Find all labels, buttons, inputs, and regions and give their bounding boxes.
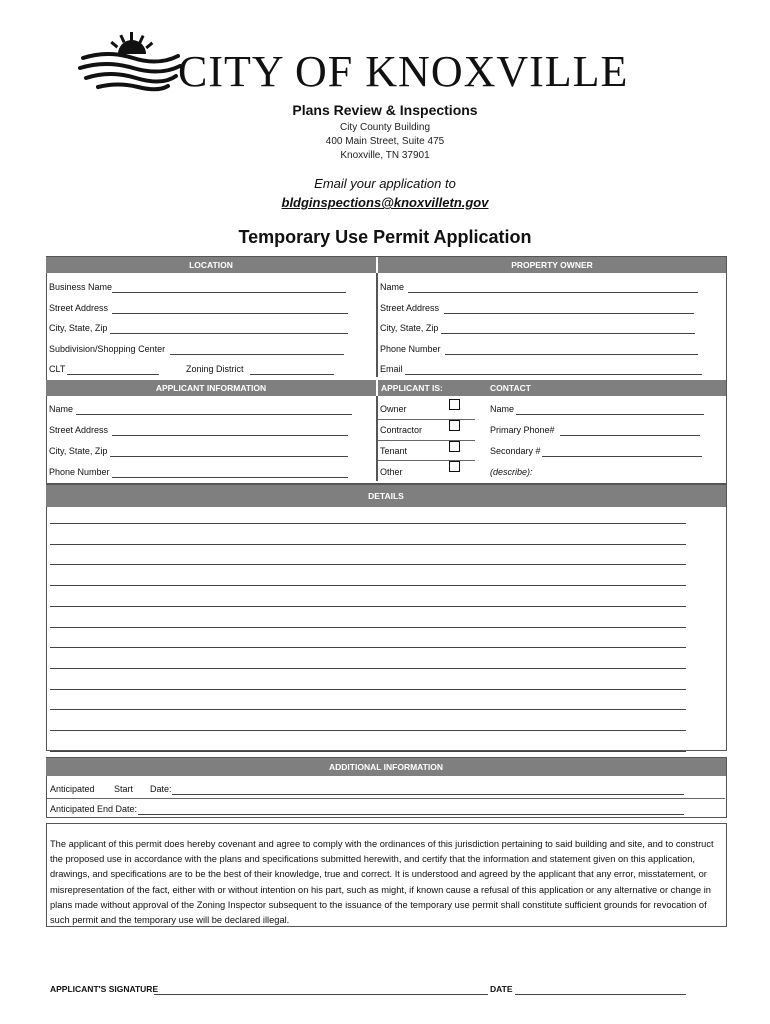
- applicant-is-heading: APPLICANT IS:: [378, 380, 484, 396]
- start-date-field[interactable]: [172, 794, 684, 795]
- details-line[interactable]: [50, 627, 686, 628]
- contractor-checkbox[interactable]: [449, 420, 460, 431]
- owner-email-field[interactable]: [405, 374, 702, 375]
- details-line[interactable]: [50, 751, 686, 752]
- clt-field[interactable]: [67, 374, 159, 375]
- secondary-phone-label: Secondary #: [490, 446, 541, 456]
- details-heading: DETAILS: [46, 485, 726, 507]
- details-line[interactable]: [50, 709, 686, 710]
- owner-city-label: City, State, Zip: [380, 323, 439, 333]
- owner-email-label: Email: [380, 364, 403, 374]
- owner-name-label: Name: [380, 282, 405, 292]
- additional-heading: ADDITIONAL INFORMATION: [46, 758, 726, 776]
- option-sep-1: [378, 419, 475, 420]
- location-street-label: Street Address: [49, 303, 109, 313]
- date-label: DATE: [490, 984, 513, 994]
- applicant-phone-field[interactable]: [112, 477, 348, 478]
- option-other-label: Other: [380, 467, 403, 477]
- address-line-3: Knoxville, TN 37901: [340, 150, 430, 161]
- applicant-name-label: Name: [49, 404, 74, 414]
- owner-phone-field[interactable]: [445, 354, 698, 355]
- primary-phone-field[interactable]: [560, 435, 700, 436]
- zoning-label: Zoning District: [186, 364, 244, 374]
- owner-phone-label: Phone Number: [380, 344, 441, 354]
- location-city-label: City, State, Zip: [49, 323, 108, 333]
- business-name-field[interactable]: [112, 292, 346, 293]
- subdivision-field[interactable]: [170, 354, 344, 355]
- owner-street-field[interactable]: [444, 313, 694, 314]
- applicant-info-heading: APPLICANT INFORMATION: [46, 380, 376, 396]
- start-date-label: Date:: [150, 784, 172, 794]
- option-tenant-label: Tenant: [380, 446, 408, 456]
- signature-date-field[interactable]: [515, 994, 686, 995]
- describe-label: (describe):: [490, 467, 533, 477]
- applicant-city-field[interactable]: [110, 456, 348, 457]
- owner-street-label: Street Address: [380, 303, 440, 313]
- owner-name-field[interactable]: [408, 292, 698, 293]
- applicant-street-label: Street Address: [49, 425, 109, 435]
- location-city-field[interactable]: [110, 333, 348, 334]
- covenant-text: The applicant of this permit does hereby covenant and agree to comply with the ordinances of this jurisdiction pertaining to said building and site, and to construct the proposed use in accordance with the plans and specifications submitted herewith, and certify that the information and statement given on this application, drawings, and specifications are to be the best of their knowledge, true and correct. It is understood and agreed by the applicant that any error, misstatement, or misrepresentation of the fact, either with or without intention on his part, such as might, if known cause a refusal of this application or any alternative or change in plans made without approval of the Zoning Inspector subsequent to the issuance of the temporary use permit shall constitute sufficient grounds for revocation of such permit and the temporary use will be declared illegal.: [50, 839, 714, 926]
- address-line-1: City County Building: [339, 122, 431, 133]
- contact-name-field[interactable]: [516, 414, 704, 415]
- zoning-field[interactable]: [250, 374, 334, 375]
- department-name: Plans Review & Inspections: [292, 102, 478, 118]
- sun-icon: [110, 32, 153, 54]
- additional-sep: [47, 798, 725, 799]
- clt-label: CLT: [49, 364, 66, 374]
- email-label: Email your application to: [314, 176, 456, 191]
- details-line[interactable]: [50, 668, 686, 669]
- applicant-name-field[interactable]: [76, 414, 352, 415]
- details-line[interactable]: [50, 523, 686, 524]
- end-date-field[interactable]: [138, 814, 684, 815]
- secondary-phone-field[interactable]: [542, 456, 702, 457]
- contact-heading: CONTACT: [484, 380, 726, 396]
- location-heading: LOCATION: [46, 257, 376, 273]
- details-line[interactable]: [50, 730, 686, 731]
- details-line[interactable]: [50, 585, 686, 586]
- applicant-city-label: City, State, Zip: [49, 446, 108, 456]
- details-section: [46, 484, 727, 751]
- subdivision-label: Subdivision/Shopping Center: [49, 344, 166, 354]
- anticipated-label: Anticipated: [50, 784, 95, 794]
- form-title: Temporary Use Permit Application: [238, 227, 532, 247]
- applicant-phone-label: Phone Number: [49, 467, 110, 477]
- signature-label: APPLICANT'S SIGNATURE: [50, 984, 159, 994]
- org-name: CITY OF KNOXVILLE: [178, 47, 629, 96]
- primary-phone-label: Primary Phone#: [490, 425, 555, 435]
- details-line[interactable]: [50, 647, 686, 648]
- details-line[interactable]: [50, 564, 686, 565]
- option-sep-2: [378, 440, 475, 441]
- waves-icon: [80, 54, 180, 89]
- tenant-checkbox[interactable]: [449, 441, 460, 452]
- option-sep-3: [378, 460, 475, 461]
- business-name-label: Business Name: [49, 282, 113, 292]
- details-line[interactable]: [50, 689, 686, 690]
- signature-field[interactable]: [154, 994, 488, 995]
- details-line[interactable]: [50, 544, 686, 545]
- contact-name-label: Name: [490, 404, 515, 414]
- property-owner-heading: PROPERTY OWNER: [378, 257, 726, 273]
- column-divider-2: [376, 396, 378, 481]
- details-line[interactable]: [50, 606, 686, 607]
- end-date-label: Anticipated End Date:: [50, 804, 138, 814]
- location-street-field[interactable]: [112, 313, 348, 314]
- other-checkbox[interactable]: [449, 461, 460, 472]
- owner-checkbox[interactable]: [449, 399, 460, 410]
- address-line-2: 400 Main Street, Suite 475: [325, 136, 445, 147]
- start-label: Start: [114, 784, 134, 794]
- option-owner-label: Owner: [380, 404, 407, 414]
- owner-city-field[interactable]: [441, 333, 695, 334]
- email-link[interactable]: bldginspections@knoxvilletn.gov: [281, 195, 489, 210]
- applicant-street-field[interactable]: [112, 435, 348, 436]
- option-contractor-label: Contractor: [380, 425, 423, 435]
- column-divider: [376, 273, 378, 377]
